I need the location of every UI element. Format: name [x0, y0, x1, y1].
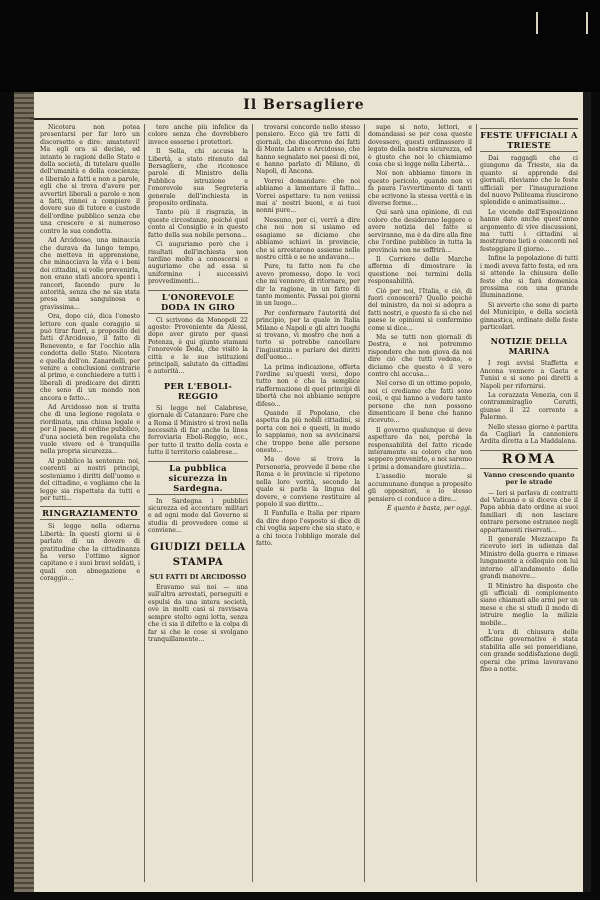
top-black-margin [0, 0, 600, 92]
signature: È quanto è basta, per oggi. [387, 504, 472, 512]
paragraph: Ad Arcidosso non si tratta che di una legione regolata e riordinata, una chiusa legale e per il paese, di ordine pubblico, d'una società ben regolata che vuole vivere ed è tranquilla nella propria sicurezza... [40, 404, 140, 456]
paragraph: La prima indicazione, offerta l'ordine su'questi versi, dopo tutto non è che la semplice riaffermazione di quei principi di libertà che noi abbiamo sempre difeso... [256, 363, 360, 408]
paragraph: Il generale Mezzacapo fu ricevuto ieri in udienza dal Ministro della guerra e rimase lungamente a colloquio con lui intorno all'andamento delle grandi manovre... [480, 536, 578, 581]
paragraph: Dai raggagli che ci giungono da Trieste, sia da quanto si apprende dai giornali, rileviamo che le feste ufficiali per l'inaugurazione del nuovo Politeama riuscirono splendide e animatissime... [480, 155, 578, 207]
paragraph: Quando il Popolano, che aspetta da più nobili cittadini, si porta con noi e questi, in modo lo sappiamo, non sa avvicinarsi che troppo bene alle persone oneste... [256, 410, 360, 455]
paragraph: Noi non abbiamo timore in questo pericolo, quando non vi fa paura l'avvertimento di tanti che scrivono la stessa verità e in diverse forme... [368, 170, 472, 208]
paragraph: Nel corso di un ottimo popolo, noi ci crediamo che fatti sono così, e qui hanno a vedere tante persone che non possono dimenticare il bene che hanno ricevuto... [368, 380, 472, 425]
paragraph: Ma dove si trova la Personeria, provvede il bene che Roma e le provincie si ripetono nella loro verità, secondo la quale si parla la lingua del dovere, e conviene restituire al popolo il suo diritto... [256, 456, 360, 508]
paragraph: Per confermare l'autorità del principio, per la quale in Italia Milano e Napoli e gli altri luoghi si trovano, vi mostro che non a torto si potrebbe cancellare l'ingiustizia e parlare dei diritti dell'uomo... [256, 309, 360, 362]
section-heading: La pubblica sicurezza in Sardegna. [148, 461, 248, 495]
paragraph: Ci auguriamo però che i risultati dell'inchiesta non tardino molto a conoscersi e auguriamo che ad essa si uniformino i successivi provvedimenti... [148, 241, 248, 286]
paragraph: Il Corriere delle Marche afferma di dimostrare la questione nei termini della responsabilità. [368, 255, 472, 286]
paragraph: Le vicende dell'Esposizione hanno dato anche quest'anno argomento di vive discussioni, ma tutti i cittadini si mostrarono lieti e concordi nel festeggiare il giorno... [480, 208, 578, 253]
paragraph: supe si noto, lettori, e domandassi se per cosa queste dovessero, questi ordinassero il legato della nostra sicurezza, ed è giusto che noi lo chiamiamo cosa che si legge nella Libertà... [368, 124, 472, 169]
right-page-edge [583, 92, 591, 892]
edge-mark [586, 12, 588, 34]
paragraph: Il Sella, chi accusa la Libertà, a stato ritenuto dal Bersagliere, che riconosce parole di Ministro della Pubblica istruzione e l'onorevole sua Segreteria generale dell'inchiesta in proposito ordinata. [148, 148, 248, 208]
paragraph: L'ora di chiusura delle officine governative è stata stabilita alle sei pomeridiane, con grande soddisfazione degli operai che prima lavoravano fino a notte. [480, 628, 578, 673]
section-heading: L'ONOREVOLE DODA IN GIRO [148, 290, 248, 314]
paragraph: In Sardegna i pubblici sicurezza ed accentare militari e ad ogni modo dal Governo si studia di provvedere come si conviene... [148, 497, 248, 535]
column-4 [368, 124, 472, 884]
column-rule [144, 124, 145, 882]
paragraph: Si avverte che sono di parte del Municipio, e della società ginnastica, ordinate delle feste particolari. [480, 301, 578, 331]
section-heading: NOTIZIE DELLA MARINA [490, 336, 568, 357]
column-rule [476, 124, 477, 882]
column-2 [148, 124, 248, 884]
section-heading: FESTE UFFICIALI A TRIESTE [480, 130, 578, 150]
newspaper-page [14, 92, 588, 892]
paragraph: L'assedio morale si accumunano dunque a proposito gli oppositori, e lo stesso pensiero ci conduce a dire... [368, 473, 472, 503]
paragraph: Al pubblico la sentenza: noi, coerenti ai nostri principi, sosteniamo i diritti dell'uomo e del cittadino, e vogliamo che la legge sia rispettata da tutti e per tutti... [40, 457, 140, 502]
edge-mark [536, 12, 538, 34]
paragraph: I regi avvisi Staffetta e Ancona vennero a Gaeta e Tunisi e si sono poi diretti a Napoli per rifornirsi. [480, 360, 578, 390]
paragraph: Pure, tu fatto non fu che avevo promesso, dopo le voci che mi vennero, di ritornare, per dir la ragione, in un fatto di tanto momento. Passai poi giorni in un luogo... [256, 263, 360, 308]
paragraph: Nicotera non potea presentarsi per far loro un discorsetto e dire: amatetevi! Ma egli ora si decise, ed intanto le ragioni dello Stato e della società, di tutelare quelle dell'umanità e della coscienza; e liberalo a fatti e non a parole, egli che si trova d'avere per avvertiri liberali a parole e non a fatti, rinnei a compiere il dovere suo di tutore e custode dell'ordine pubblico senza che una crescere e si numeroso contro la sua condotta. [40, 124, 140, 235]
section-heading: GIUDIZI DELLA STAMPA [150, 541, 246, 568]
section-subheading: SUI FATTI DI ARCIDOSSO [149, 572, 247, 581]
section-heading: RINGRAZIAMENTO [40, 506, 140, 520]
paragraph: Ma se tutti non giornali di Destra, e noi potremmo rispondere che non giova da noi dire ciò che tutti vedono, e diciamo che questo è il vero contro chi accusa... [368, 333, 472, 378]
paragraph: — Ieri si parlava di contratti del Vaticano e si diceva che il Papa abbia dato ordine ai suoi familiari di non lasciare entrare persone estranee negli appartamenti riservati... [480, 489, 578, 534]
section-subheading: Vanno crescendo quanto per le strade [483, 470, 575, 487]
masthead [30, 96, 578, 120]
paragraph: Si legge nella odierna Libertà: In questi giorni si è parlato di un dovere di gratitudine che la cittadinanza ha verso l'ottimo signor capitano e i suoi bravi soldati, i quali con abnegazione e coraggio... [40, 523, 140, 583]
paragraph: Nessuno, per ci, verrà a dire che noi non si usiamo ed esagiamo se diciamo che abbiamo schiavi in provincie, che si arrestarono assieme nelle nostre città e se ne andavano... [256, 216, 360, 261]
paragraph: trovarsi concorde nello stesso pensiero. Ecco già tre fatti di giornali, che discorrono dei fatti di Monte Labro e Arcidosso, che hanno segnalato nei paesi di noi, e hanno parlato di Milano, di Napoli, di Ancona. [256, 124, 360, 176]
paragraph: Ciò per noi, l'Italia, e ciò, di fuori conoscerà? Quello poiché del ministro, da noi si adopra a fatti nostri, e questo fa sì che nel paese le opinioni si confermino come si dice... [368, 287, 472, 332]
page-binding-edge [14, 92, 34, 892]
paragraph: La corazzata Venezia, con il contrammiraglio Cerutti, giunse il 22 corrente a Palermo. [480, 391, 578, 422]
paragraph: Si legge nel Calabrese, giornale di Catanzaro: Pare che a Roma il Ministro si trovi nella necessità di far anche la linea ferroviaria Eboli-Reggio, ecc., per tutto il tratto della costa e tutto il territorio calabrese... [148, 404, 248, 457]
column-1 [40, 124, 140, 884]
section-heading: ROMA [480, 450, 578, 469]
column-3 [256, 124, 360, 884]
paragraph: Nello stesso giorno è partita da Cagliari la cannoniera Ardita diretta a La Maddalena. [480, 423, 578, 446]
paragraph: tere anche più infelice da colore senza che dovrebbero invece esserne i protettori. [148, 124, 248, 146]
column-rule [364, 124, 365, 882]
paragraph: Qui sarà una opinione, di cui coloro che desiderano leggere o avere notizia del fatto si serviranno, ma è da dire alla fine che l'ordine pubblico in tutta la provincia non ne soffrirà... [368, 209, 472, 254]
paragraph: Ad Arcidosso, una minaccia che durava da lungo tempo, che metteva in apprensione, che minacciava la vita e i beni dei cittadini, si volle prevenirla, non erano stati ancora spenti i rancori, facendo pure le autorità, senza che ne sia stata presa una sanguinosa e gravissima... [40, 237, 140, 311]
paragraph: Ora, dopo ciò, dica l'onesto lettore con quale coraggio si può tirar fuori, a proposito dei fatti d'Arcidosso, il fatto di Benevento, e far l'occhio alla condotta dello Stato. Nicotera e quella dell'on. Zanardelli, per venire a conclusioni contrarie al primo, e conchiedere a tutti i liberali di predicare dei diritti che sono di un mondo non ancora e fatto... [40, 313, 140, 402]
column-5 [480, 124, 578, 884]
section-heading: PER L'EBOLI-REGGIO [163, 380, 233, 401]
paragraph: Il Fanfulla e Italia per riparo da dire dopo l'esposto si dice di chi voglia sapere che sia stato, e a chi tocca l'obbligo morale del fatto. [256, 510, 360, 547]
paragraph: Ci scrivono da Monopoli 22 agosto: Proveniente da Alessi, dopo aver girato per quasi Potenza, è qui giunto stamani l'onorevole Doda, che visitò la città e le sue istituzioni principali, salutato da cittadini e autorità... [148, 316, 248, 376]
paragraph: Il Ministro ha disposto che gli ufficiali di complemento siano chiamati alle armi per un mese e che si studi il modo di istruire meglio la milizia mobile... [480, 582, 578, 627]
paragraph: Infine la popolazione di tutti i modi aveva fatto festa, ed ora si attende la chiusura delle feste che si farà domenica prossima con una grande illuminazione. [480, 255, 578, 300]
column-rule [252, 124, 253, 882]
paragraph: Tanto più il risgrazia, in queste circostanze, poiché quel conto al Consiglio e in questo fatto della sua nobile persona... [148, 209, 248, 239]
paragraph: Vorrei domandare: che noi abbiamo a lamentare il fatto... Vorrei aspettare: tu non venissi mai a' nostri buoni, e ai tuoi nonni pure... [256, 177, 360, 215]
paragraph: Eravamo sui noi — una sull'altra arrestati, perseguiti e espulsi da una intera società, ove in molti casi si ravvisava sempre stolto ogni lotta, senza che ci sia il difetto e la colpa di far si che le cose si svolgano tranquillamente... [148, 584, 248, 643]
masthead-title: Il Bersagliere [243, 97, 365, 113]
paragraph: Il governo qualunque si deve aspettare da noi, perchè la responsabilità del fatto ricade interamente su coloro che non seppero prevenirlo, e noi saremo i primi a domandare giustizia... [368, 426, 472, 471]
